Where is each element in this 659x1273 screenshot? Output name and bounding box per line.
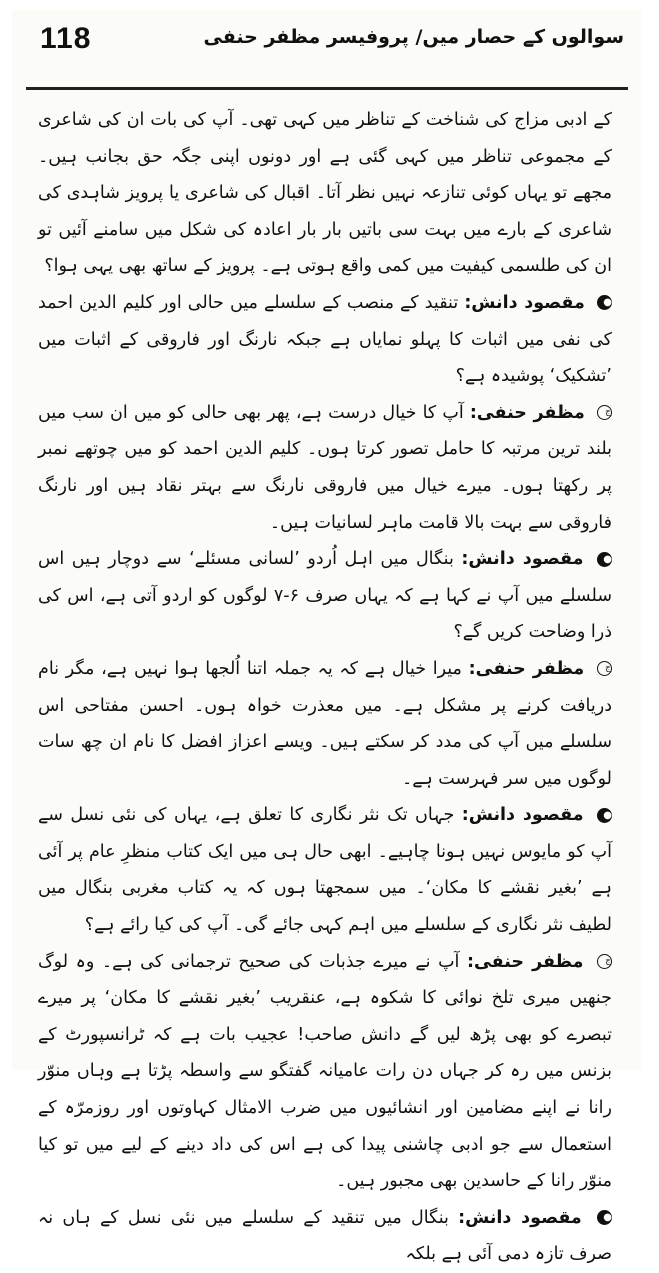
paragraph-text: بنگال میں تنقید کے سلسلے میں نئی نسل کے ہاں نہ صرف تازہ دمی آئی ہے بلکہ <box>38 1207 612 1265</box>
speaker-name: مقصود دانش: <box>461 549 584 570</box>
question-bullet-icon: ● <box>597 808 612 823</box>
paragraph-text: میرا خیال ہے کہ یہ جملہ اتنا اُلجھا ہوا نہیں ہے، مگر نام دریافت کرنے پر مشکل ہے۔ میں معذرت خواہ ہوں۔ احسن مفتاحی اس سلسلے میں آپ کی مدد کر سکتے ہیں۔ ویسے اعزاز افضل کا نام ان چھ سات لوگوں میں سر فہرست ہے۔ <box>38 658 612 789</box>
interview-body <box>38 102 612 1273</box>
page-header <box>20 20 634 70</box>
question-paragraph <box>38 541 612 651</box>
question-paragraph <box>38 797 612 943</box>
paragraph-text: تنقید کے منصب کے سلسلے میں حالی اور کلیم الدین احمد کی نفی میں اثبات کا پہلو نمایاں ہے جبکہ نارنگ اور فاروقی کے اثبات میں ’تشکیک‘ پوشیدہ ہے؟ <box>38 292 612 387</box>
answer-paragraph <box>38 651 612 797</box>
answer-bullet-icon: ج <box>597 405 612 420</box>
speaker-name: مقصود دانش: <box>458 1207 582 1228</box>
speaker-name: مظفر حنفی: <box>466 951 584 972</box>
question-bullet-icon: ● <box>597 552 612 567</box>
paragraph-text: کے ادبی مزاج کی شناخت کے تناظر میں کہی تھی۔ آپ کی بات ان کی شاعری کے مجموعی تناظر میں کہی گئی ہے اور دونوں اپنی جگہ حق بجانب ہیں۔ مجھے تو یہاں کوئی تنازعہ نہیں نظر آتا۔ اقبال کی شاعری یا پرویز شاہدی کی شاعری کے بارے میں بہت سی باتیں بار بار اعادہ کی شکل میں سامنے آئیں تو ان کی طلسمی کیفیت میں کمی واقع ہوتی ہے۔ پرویز کے ساتھ بھی یہی ہوا؟ <box>38 110 612 277</box>
header-rule <box>26 87 628 90</box>
question-bullet-icon: ● <box>597 1210 612 1225</box>
answer-bullet-icon: ج <box>597 954 612 969</box>
paragraph-text: آپ نے میرے جذبات کی صحیح ترجمانی کی ہے۔ وہ لوگ جنھیں میری تلخ نوائی کا شکوہ ہے، عنقریب ’بغیر نقشے کا مکان‘ پر میرے تبصرے کو بھی پڑھ لیں گے دانش صاحب! عجیب بات ہے کہ ٹرانسپورٹ کے بزنس میں رہ کر جہاں دن رات عامیانہ گفتگو سے واسطہ پڑتا ہے وہاں منوّر رانا نے اپنے مضامین اور انشائیوں میں ضرب الامثال کہاوتوں اور روزمرّہ کے استعمال سے جو ادبی چاشنی پیدا کی ہے اس کی داد دینے کے لیے میں تو کیا منوّر رانا کے حاسدین بھی مجبور ہیں۔ <box>38 951 612 1192</box>
paragraph-text: بنگال میں اہل اُردو ’لسانی مسئلے‘ سے دوچار ہیں اس سلسلے میں آپ نے کہا ہے کہ یہاں صرف ۶-۷ لوگوں کو اردو آتی ہے، اس کی ذرا وضاحت کریں گے؟ <box>38 549 612 643</box>
paragraph-text: آپ کا خیال درست ہے، پھر بھی حالی کو میں ان سب میں بلند ترین مرتبہ کا حامل تصور کرتا ہوں۔ کلیم الدین احمد کو میں چوتھے نمبر پر رکھتا ہوں۔ میرے خیال میں فاروقی نارنگ سے بہتر نقاد ہیں اور نارنگ فاروقی سے بہت بالا قامت ماہر لسانیات ہیں۔ <box>38 402 612 533</box>
question-paragraph <box>38 285 612 395</box>
question-bullet-icon: ● <box>597 295 612 310</box>
book-page <box>12 10 642 1265</box>
speaker-name: مقصود دانش: <box>464 292 585 313</box>
speaker-name: مظفر حنفی: <box>469 402 585 423</box>
answer-bullet-icon: ج <box>597 661 612 676</box>
paragraph-continuation <box>38 102 612 285</box>
answer-paragraph <box>38 395 612 541</box>
question-paragraph <box>38 1200 612 1273</box>
speaker-name: مقصود دانش: <box>461 805 584 826</box>
answer-paragraph <box>38 944 612 1200</box>
running-head: سوالوں کے حصار میں/ پروفیسر مظفر حنفی <box>203 26 624 48</box>
speaker-name: مظفر حنفی: <box>468 658 585 679</box>
paragraph-text: جہاں تک نثر نگاری کا تعلق ہے، یہاں کی نئی نسل سے آپ کو مایوس نہیں ہونا چاہیے۔ ابھی حال ہی میں ایک کتاب منظرِ عام پر آئی ہے ’بغیر نقشے کا مکان‘۔ میں سمجھتا ہوں کہ یہ کتاب مغربی بنگال میں لطیف نثر نگاری کے سلسلے میں اہم کہی جائے گی۔ آپ کی کیا رائے ہے؟ <box>38 805 612 936</box>
page-number: 118 <box>40 22 92 55</box>
